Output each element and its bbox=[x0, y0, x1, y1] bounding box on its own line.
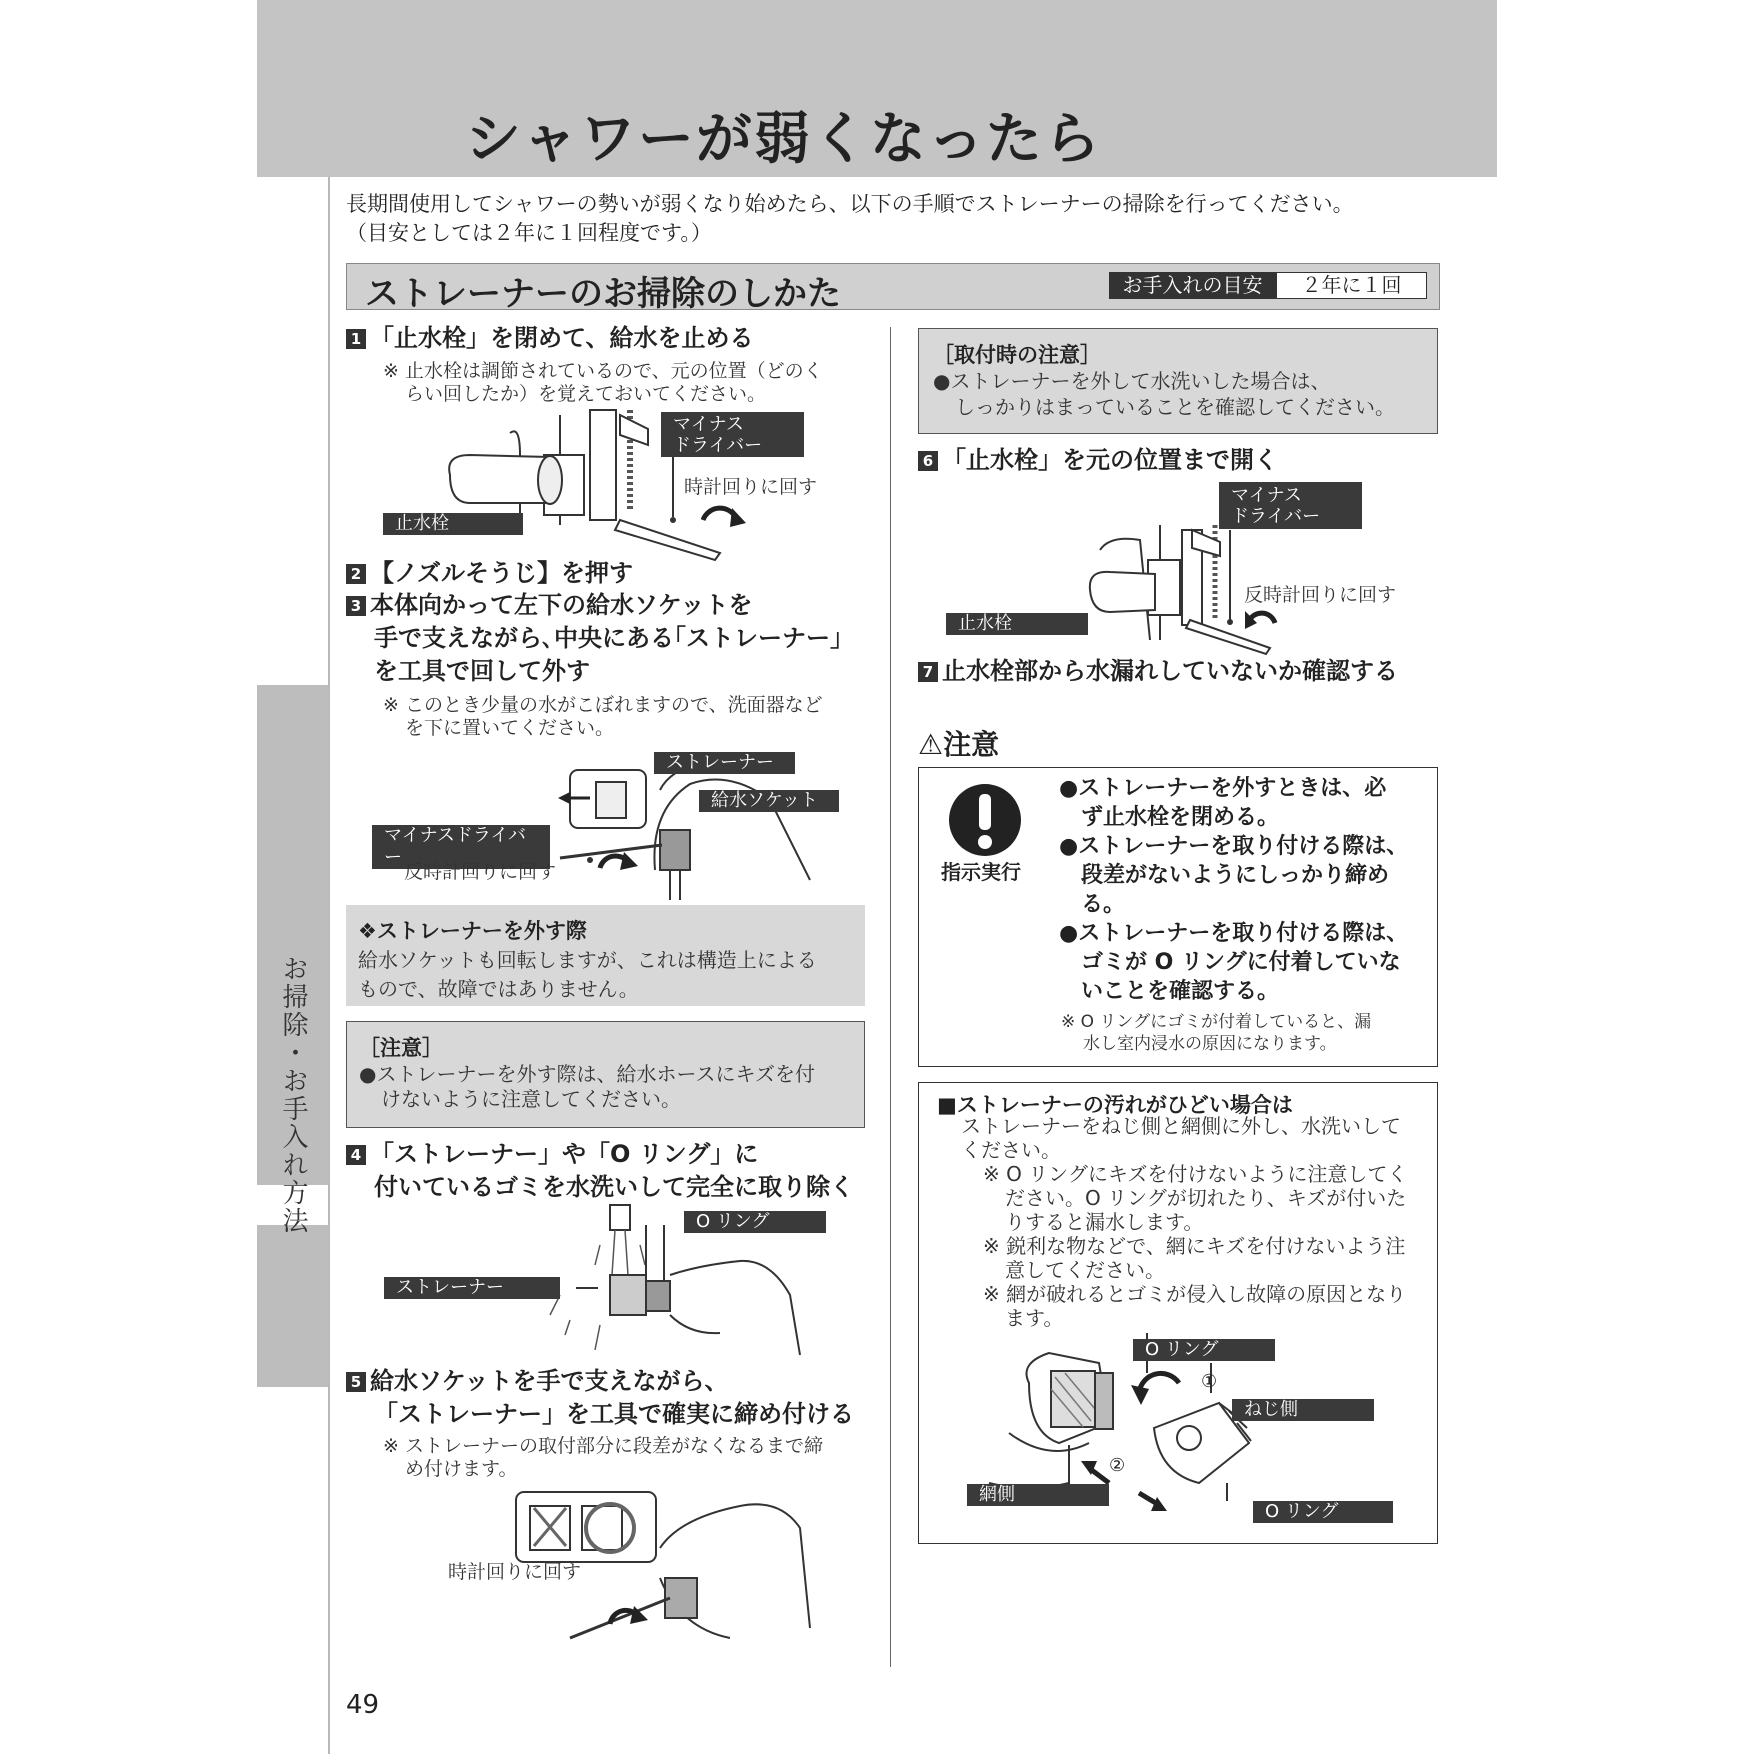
warning-item-line: ●ストレーナーを取り付ける際は、 bbox=[1059, 834, 1409, 859]
label-stop-valve: 止水栓 bbox=[383, 513, 523, 535]
side-tab-label: お掃除・お手入れ方法 bbox=[278, 955, 308, 1235]
step-marker-2: ② bbox=[1109, 1455, 1126, 1476]
step-text: 【ノズルそうじ】を押す bbox=[370, 559, 634, 587]
step-number: 6 bbox=[918, 451, 938, 471]
label-supply-socket: 給水ソケット bbox=[699, 790, 839, 812]
intro-line-1: 長期間使用してシャワーの勢いが弱くなり始めたら、以下の手順でストレーナーの掃除を行ってください。 bbox=[346, 192, 1354, 216]
caution-box-body bbox=[359, 1062, 815, 1112]
warning-item-line: る。 bbox=[1081, 892, 1126, 917]
warning-item-line: ゴミが O リングに付着していな bbox=[1081, 950, 1401, 975]
step-text: 「ストレーナー」を工具で確実に締め付ける bbox=[374, 1400, 854, 1428]
step-text: 給水ソケットを手で支えながら、 bbox=[370, 1367, 729, 1395]
step-5 bbox=[346, 1365, 854, 1431]
step-2 bbox=[346, 557, 633, 590]
step-1 bbox=[346, 322, 754, 355]
step-5-note bbox=[383, 1435, 823, 1481]
label-mesh-side: 網側 bbox=[967, 1484, 1109, 1506]
label-line: マイナス bbox=[1231, 485, 1302, 506]
label-screw-side: ねじ側 bbox=[1232, 1399, 1374, 1421]
column-divider bbox=[890, 327, 891, 1667]
section-title: ストレーナーのお掃除のしかた bbox=[365, 274, 841, 314]
dirty-box-note: ます。 bbox=[1005, 1306, 1064, 1330]
step-number: 2 bbox=[346, 564, 366, 584]
label-minus-driver bbox=[661, 412, 804, 457]
warning-list bbox=[1059, 774, 1408, 1006]
caution-line: けないように注意してください。 bbox=[381, 1087, 681, 1111]
warning-note bbox=[1061, 1011, 1371, 1055]
icon-caption: 指示実行 bbox=[941, 860, 1021, 884]
step-text: 付いているゴミを水洗いして完全に取り除く bbox=[374, 1173, 854, 1201]
note-line: 水し室内浸水の原因になります。 bbox=[1083, 1034, 1337, 1054]
note-line: ※ このとき少量の水がこぼれますので、洗面器など bbox=[383, 694, 823, 716]
dirty-box-title: ■ストレーナーの汚れがひどい場合は bbox=[937, 1093, 1293, 1117]
step-text: 「止水栓」を閉めて、給水を止める bbox=[370, 324, 754, 352]
install-caution-body bbox=[933, 368, 1395, 420]
label-line: ドライバー bbox=[673, 435, 763, 456]
dirty-box-note: ※ O リングにキズを付けないように注意してく bbox=[983, 1162, 1408, 1186]
step-number: 3 bbox=[346, 596, 366, 616]
step-text: 「止水栓」を元の位置まで開く bbox=[942, 446, 1278, 474]
step-marker-1: ① bbox=[1201, 1371, 1218, 1392]
step-text: を工具で回して外す bbox=[374, 657, 590, 685]
step-text: 本体向かって左下の給水ソケットを bbox=[370, 591, 753, 619]
step-number: 4 bbox=[346, 1145, 366, 1165]
label-clockwise: 時計回りに回す bbox=[448, 1561, 582, 1583]
label-clockwise: 時計回りに回す bbox=[684, 476, 818, 498]
note-line: を下に置いてください。 bbox=[405, 717, 615, 739]
label-line: マイナス bbox=[673, 414, 744, 435]
warning-item-line: ●ストレーナーを外すときは、必 bbox=[1059, 776, 1387, 801]
info-box bbox=[346, 905, 865, 1006]
label-o-ring: O リング bbox=[1253, 1501, 1393, 1523]
warning-heading: ⚠注意 bbox=[918, 728, 1000, 761]
dirty-box-line: ストレーナーをねじ側と網側に外し、水洗いして bbox=[961, 1114, 1401, 1138]
info-box-body bbox=[358, 946, 817, 1004]
note-line: らい回したか）を覚えておいてください。 bbox=[405, 383, 767, 405]
step-6 bbox=[918, 444, 1278, 477]
label-strainer: ストレーナー bbox=[384, 1277, 560, 1299]
care-interval-label: お手入れの目安 bbox=[1109, 272, 1276, 299]
dirty-box-note: ださい。O リングが切れたり、キズが付いた bbox=[1005, 1186, 1407, 1210]
mandatory-action-icon bbox=[947, 782, 1023, 858]
caution-line: ●ストレーナーを外して水洗いした場合は、 bbox=[933, 369, 1331, 393]
page-title: シャワーが弱くなったら bbox=[465, 107, 1102, 172]
warning-item-line: 段差がないようにしっかり締め bbox=[1081, 863, 1390, 888]
label-line: ドライバー bbox=[1231, 506, 1321, 527]
step-number: 5 bbox=[346, 1372, 366, 1392]
label-minus-driver bbox=[1219, 482, 1362, 529]
label-counterclockwise: 反時計回りに回す bbox=[404, 861, 557, 883]
warning-item-line: ず止水栓を閉める。 bbox=[1081, 805, 1280, 830]
warning-box bbox=[918, 767, 1438, 1067]
intro-line-2: （目安としては２年に１回程度です。） bbox=[346, 221, 712, 245]
note-line: ※ O リングにゴミが付着していると、漏 bbox=[1061, 1012, 1372, 1032]
step-3 bbox=[346, 589, 842, 688]
caution-box-title: ［注意］ bbox=[359, 1036, 443, 1060]
step-text: 「ストレーナー」や「O リング」に bbox=[370, 1140, 759, 1168]
step-number: 1 bbox=[346, 329, 366, 349]
label-strainer: ストレーナー bbox=[654, 752, 795, 774]
step-number: 7 bbox=[918, 662, 938, 682]
label-o-ring: O リング bbox=[684, 1211, 826, 1233]
caution-line: しっかりはまっていることを確認してください。 bbox=[955, 395, 1395, 419]
step-3-note bbox=[383, 694, 823, 740]
note-line: ※ ストレーナーの取付部分に段差がなくなるまで締 bbox=[383, 1435, 823, 1457]
caution-line: ●ストレーナーを外す際は、給水ホースにキズを付 bbox=[359, 1062, 816, 1086]
info-line: もので、故障ではありません。 bbox=[358, 977, 639, 1001]
step-7 bbox=[918, 655, 1398, 688]
step-1-note bbox=[383, 360, 823, 406]
info-box-title: ❖ストレーナーを外す際 bbox=[358, 919, 587, 943]
dirty-strainer-box bbox=[918, 1082, 1438, 1544]
label-stop-valve: 止水栓 bbox=[946, 613, 1088, 635]
dirty-box-note: ※ 鋭利な物などで、網にキズを付けないよう注 bbox=[983, 1234, 1406, 1258]
warning-item-line: ●ストレーナーを取り付ける際は、 bbox=[1059, 921, 1409, 946]
install-caution-title: ［取付時の注意］ bbox=[933, 343, 1101, 367]
counterclockwise-arrow-icon bbox=[1245, 603, 1285, 633]
dirty-box-note: りすると漏水します。 bbox=[1005, 1210, 1204, 1234]
intro-text bbox=[346, 190, 1354, 248]
dirty-box-line: ください。 bbox=[961, 1138, 1061, 1162]
note-line: め付けます。 bbox=[405, 1458, 518, 1480]
install-caution-box bbox=[918, 328, 1438, 434]
step-4 bbox=[346, 1138, 854, 1204]
dirty-box-body bbox=[961, 1114, 1407, 1330]
step-text: 止水栓部から水漏れしていないか確認する bbox=[942, 657, 1398, 685]
step-text: 手で支えながら､中央にある｢ストレーナー｣ bbox=[374, 624, 842, 652]
dirty-box-note: 意してください。 bbox=[1005, 1258, 1165, 1282]
info-line: 給水ソケットも回転しますが、これは構造上による bbox=[358, 948, 817, 972]
page-number: 49 bbox=[346, 1690, 380, 1720]
label-minus-driver: マイナスドライバー bbox=[372, 825, 550, 869]
label-o-ring: O リング bbox=[1133, 1339, 1275, 1361]
side-tab-lower bbox=[257, 1225, 329, 1387]
label-counterclockwise: 反時計回りに回す bbox=[1244, 584, 1397, 606]
warning-item-line: いことを確認する。 bbox=[1081, 979, 1280, 1004]
caution-box bbox=[346, 1021, 865, 1128]
note-line: ※ 止水栓は調節されているので、元の位置（どのく bbox=[383, 360, 823, 382]
dirty-box-note: ※ 網が破れるとゴミが侵入し故障の原因となり bbox=[983, 1282, 1407, 1306]
care-interval-value: ２年に１回 bbox=[1276, 272, 1427, 299]
